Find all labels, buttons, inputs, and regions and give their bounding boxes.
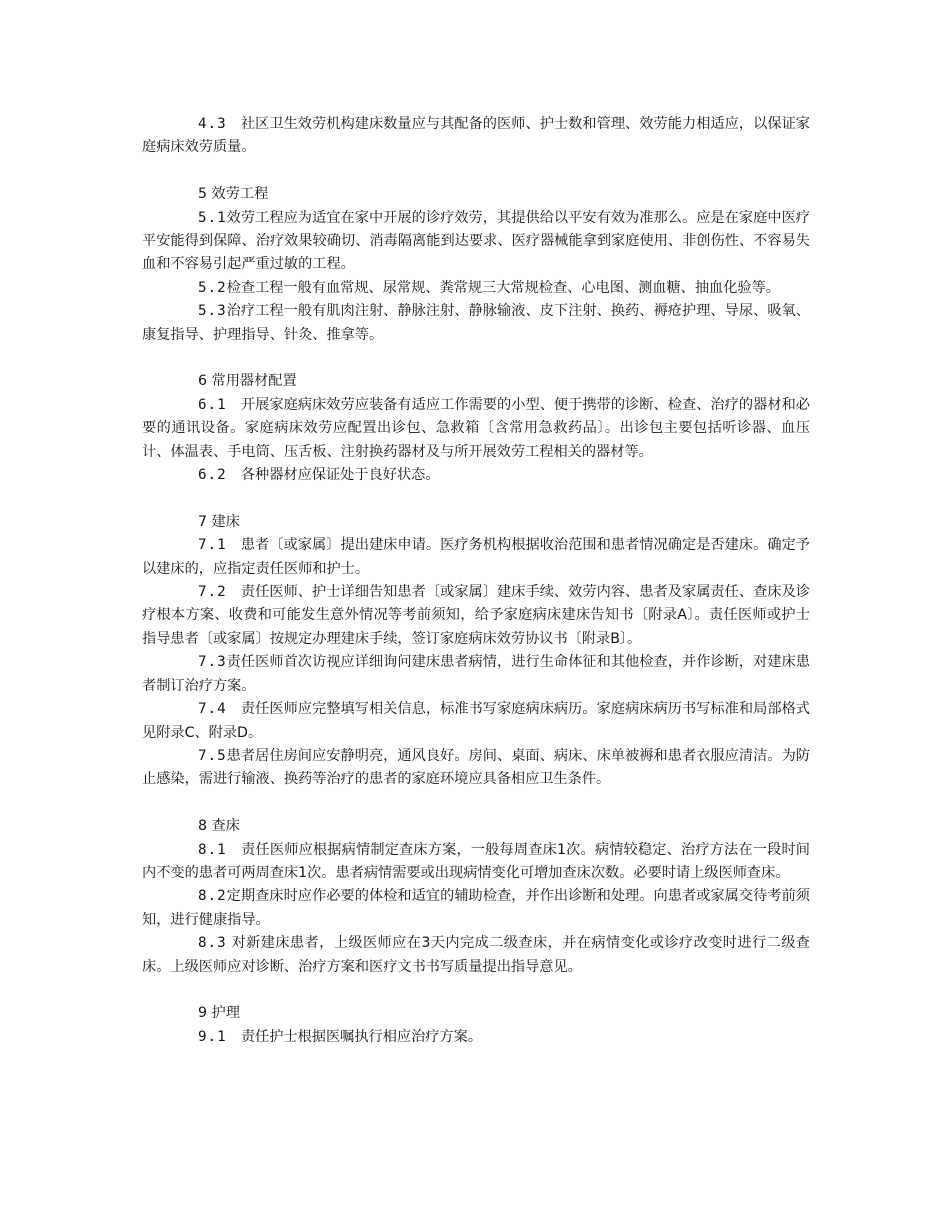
clause-5-3 — [142, 300, 810, 347]
section-5-heading: 5 效劳工程 — [198, 186, 269, 203]
clause-text: 效劳工程应为适宜在家中开展的诊疗效劳，其提供给以平安有效为准那么。应是在家庭中医疗平安能得到保障、治疗效果较确切、消毒隔离能到达要求、医疗器械能拿到家庭使用、非创伤性、不容易失血和不容易引起严重过敏的工程。 — [142, 209, 810, 273]
clause-7-2 — [142, 581, 810, 651]
paragraph-gap — [142, 347, 810, 370]
clause-text: 社区卫生效劳机构建床数量应与其配备的医师、护士数和管理、效劳能力相适应，以保证家庭病床效劳质量。 — [142, 116, 810, 156]
clause-number: 6.1 — [198, 396, 227, 413]
clause-9-1 — [142, 1026, 810, 1049]
clause-number: 7.5 — [198, 747, 227, 764]
clause-7-3 — [142, 651, 810, 698]
section-9-heading: 9 护理 — [198, 1005, 240, 1022]
section-6-heading: 6 常用器材配置 — [198, 373, 297, 390]
clause-number: 5.3 — [198, 303, 227, 320]
clause-text: 责任医师应完整填写相关信息，标准书写家庭病床病历。家庭病床病历书写标准和局部格式见附录C、附录D。 — [142, 701, 810, 741]
clause-7-4 — [142, 698, 810, 745]
clause-number: 7.1 — [198, 537, 227, 554]
clause-5-1 — [142, 207, 810, 277]
clause-8-3 — [142, 932, 810, 979]
clause-text: 对新建床患者，上级医师应在3天内完成二级查床，并在病情变化或诊疗改变时进行二级查床。上级医师应对诊断、治疗方案和医疗文书书写质量提出指导意见。 — [142, 935, 810, 975]
clause-number: 7.4 — [198, 701, 227, 718]
clause-number: 8.3 — [198, 935, 227, 952]
clause-text: 定期查床时应作必要的体检和适宜的辅助检查，并作出诊断和处理。向患者或家属交待考前须知，进行健康指导。 — [142, 888, 810, 928]
clause-text: 责任护士根据医嘱执行相应治疗方案。 — [226, 1028, 483, 1045]
section-7-heading: 7 建床 — [198, 513, 240, 530]
paragraph-gap — [142, 487, 810, 510]
clause-7-5 — [142, 745, 810, 792]
section-8-heading: 8 查床 — [198, 818, 240, 835]
document-page — [142, 113, 810, 1049]
clause-7-1 — [142, 534, 810, 581]
clause-8-2 — [142, 885, 810, 932]
clause-text: 患者居住房间应安静明亮，通风良好。房间、桌面、病床、床单被褥和患者衣服应清洁。为防止感染，需进行输液、换药等治疗的患者的家庭环境应具备相应卫生条件。 — [142, 747, 810, 788]
clause-8-1 — [142, 839, 810, 886]
paragraph-gap — [142, 792, 810, 815]
clause-6-1 — [142, 394, 810, 464]
clause-5-2 — [142, 277, 810, 300]
clause-number: 5.1 — [198, 209, 227, 226]
clause-number: 6.2 — [198, 467, 227, 484]
clause-text: 检查工程一般有血常规、尿常规、粪常规三大常规检查、心电图、测血糖、抽血化验等。 — [226, 279, 780, 296]
clause-text: 各种器材应保证处于良好状态。 — [226, 467, 440, 484]
clause-number: 4.3 — [198, 116, 227, 132]
clause-number: 8.1 — [198, 841, 227, 858]
clause-text: 责任医师、护士详细告知患者〔或家属〕建床手续、效劳内容、患者及家属责任、查床及诊疗根本方案、收费和可能发生意外情况等考前须知，给予家庭病床建床告知书〔附录A〕。责任医师或护士指导患者〔或家属〕按规定办理建床手续，签订家庭病床效劳协议书〔附录B〕。 — [142, 584, 810, 647]
clause-text: 责任医师首次访视应详细询问建床患者病情，进行生命体征和其他检查，并作诊断，对建床患者制订治疗方案。 — [142, 654, 810, 694]
clause-number: 7.3 — [198, 654, 227, 671]
clause-number: 8.2 — [198, 888, 227, 905]
clause-6-2 — [142, 464, 810, 487]
paragraph-gap — [142, 979, 810, 1002]
clause-number: 7.2 — [198, 584, 227, 601]
clause-text: 治疗工程一般有肌肉注射、静脉注射、静脉输液、皮下注射、换药、褥疮护理、导尿、吸氧、康复指导、护理指导、针灸、推拿等。 — [142, 303, 810, 343]
clause-text: 责任医师应根据病情制定查床方案，一般每周查床1次。病情较稳定、治疗方法在一段时间内不变的患者可两周查床1次。患者病情需要或出现病情变化可增加查床次数。必要时请上级医师查床。 — [142, 841, 810, 881]
clause-text: 患者〔或家属〕提出建床申请。医疗务机构根据收治范围和患者情况确定是否建床。确定予以建床的，应指定责任医师和护士。 — [142, 537, 810, 577]
clause-4-3 — [142, 113, 810, 160]
clause-number: 5.2 — [198, 279, 227, 296]
clause-text: 开展家庭病床效劳应装备有适应工作需要的小型、便于携带的诊断、检查、治疗的器材和必要的通讯设备。家庭病床效劳应配置出诊包、急救箱〔含常用急救药品〕。出诊包主要包括听诊器、血压计、体温表、手电筒、压舌板、注射换药器材及与所开展效劳工程相关的器材等。 — [142, 396, 810, 460]
clause-number: 9.1 — [198, 1028, 227, 1045]
paragraph-gap — [142, 160, 810, 183]
